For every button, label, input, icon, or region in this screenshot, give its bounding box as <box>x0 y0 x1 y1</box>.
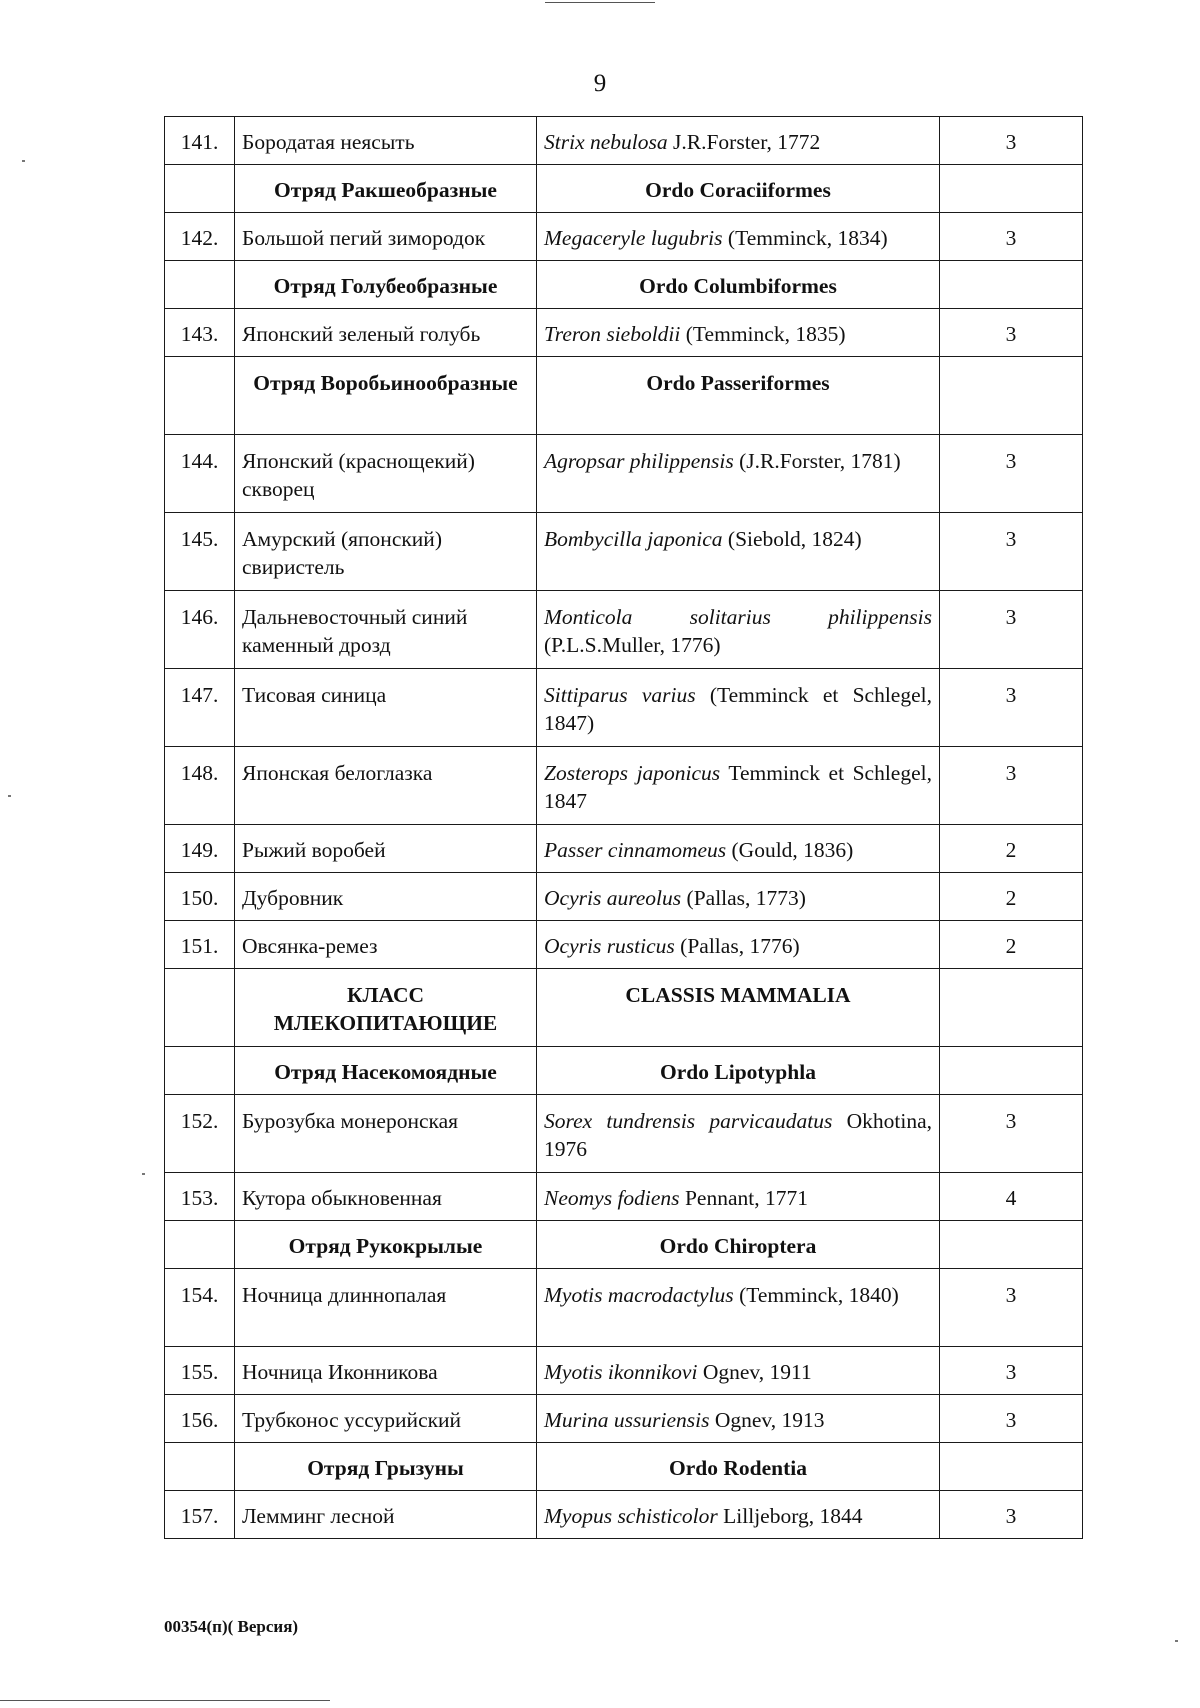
taxon-name-latin: Ordo Passeriformes <box>537 357 940 435</box>
species-name-latin <box>537 1269 940 1347</box>
latin-binomial: Myopus schisticolor <box>544 1504 718 1528</box>
species-name-latin <box>537 1395 940 1443</box>
species-row <box>165 1395 1083 1443</box>
species-name-latin <box>537 591 940 669</box>
species-row <box>165 1173 1083 1221</box>
species-name-ru: Дубровник <box>235 873 537 921</box>
species-name-ru: Амурский (японский) свиристель <box>235 513 537 591</box>
species-name-ru: Большой пегий зимородок <box>235 213 537 261</box>
row-number: 151. <box>165 921 235 969</box>
species-row <box>165 1269 1083 1347</box>
species-name-latin <box>537 213 940 261</box>
taxon-name-latin: Ordo Columbiformes <box>537 261 940 309</box>
latin-binomial: Myotis macrodactylus <box>544 1283 734 1307</box>
species-name-latin <box>537 921 940 969</box>
row-number: 146. <box>165 591 235 669</box>
rarity-category: 2 <box>940 921 1083 969</box>
latin-author: Ognev, 1913 <box>709 1408 825 1432</box>
species-row <box>165 1491 1083 1539</box>
latin-author: (Gould, 1836) <box>726 838 854 862</box>
rarity-category: 3 <box>940 213 1083 261</box>
row-number: 142. <box>165 213 235 261</box>
rarity-category: 3 <box>940 513 1083 591</box>
rarity-category: 3 <box>940 591 1083 669</box>
latin-binomial: Ocyris rusticus <box>544 934 675 958</box>
species-row <box>165 1095 1083 1173</box>
latin-binomial: Zosterops japonicus <box>544 761 721 785</box>
row-number-cell <box>165 165 235 213</box>
row-number: 152. <box>165 1095 235 1173</box>
table-body <box>165 117 1083 1539</box>
row-number-cell <box>165 1221 235 1269</box>
latin-author: Lilljeborg, 1844 <box>717 1504 863 1528</box>
category-cell <box>940 1047 1083 1095</box>
species-name-latin <box>537 825 940 873</box>
scan-artifact-dot <box>142 1173 145 1175</box>
taxon-name-latin: Ordo Chiroptera <box>537 1221 940 1269</box>
species-name-ru: Кутора обыкновенная <box>235 1173 537 1221</box>
row-number-cell <box>165 357 235 435</box>
latin-author: (Pallas, 1773) <box>681 886 806 910</box>
species-table <box>164 116 1083 1539</box>
row-number: 154. <box>165 1269 235 1347</box>
species-name-ru: Лемминг лесной <box>235 1491 537 1539</box>
species-row <box>165 825 1083 873</box>
species-name-ru: Тисовая синица <box>235 669 537 747</box>
species-row <box>165 117 1083 165</box>
rarity-category: 3 <box>940 669 1083 747</box>
row-number: 149. <box>165 825 235 873</box>
row-number-cell <box>165 1443 235 1491</box>
rarity-category: 3 <box>940 1395 1083 1443</box>
species-row <box>165 435 1083 513</box>
species-name-ru: Японский зеленый голубь <box>235 309 537 357</box>
rarity-category: 3 <box>940 1095 1083 1173</box>
species-name-ru: Рыжий воробей <box>235 825 537 873</box>
taxon-header-row <box>165 969 1083 1047</box>
rarity-category: 3 <box>940 1347 1083 1395</box>
species-name-latin <box>537 1491 940 1539</box>
taxon-name-ru: КЛАСС МЛЕКОПИТАЮЩИЕ <box>235 969 537 1047</box>
rarity-category: 3 <box>940 1269 1083 1347</box>
latin-author: Temminck et Schlegel, 1847 <box>544 761 932 813</box>
scan-artifact-top-line <box>545 2 655 3</box>
taxon-name-ru: Отряд Воробьинообразные <box>235 357 537 435</box>
rarity-category: 3 <box>940 117 1083 165</box>
category-cell <box>940 1443 1083 1491</box>
row-number: 155. <box>165 1347 235 1395</box>
species-row <box>165 309 1083 357</box>
species-name-latin <box>537 117 940 165</box>
species-name-latin <box>537 1347 940 1395</box>
category-cell <box>940 357 1083 435</box>
latin-binomial: Ocyris aureolus <box>544 886 682 910</box>
species-row <box>165 747 1083 825</box>
species-name-latin <box>537 1173 940 1221</box>
row-number: 157. <box>165 1491 235 1539</box>
latin-author: J.R.Forster, 1772 <box>667 130 821 154</box>
row-number: 141. <box>165 117 235 165</box>
species-name-latin <box>537 669 940 747</box>
scan-artifact-bottom-line <box>0 1700 330 1701</box>
taxon-name-latin: Ordo Lipotyphla <box>537 1047 940 1095</box>
taxon-name-ru: Отряд Голубеобразные <box>235 261 537 309</box>
latin-binomial: Murina ussuriensis <box>544 1408 710 1432</box>
rarity-category: 3 <box>940 309 1083 357</box>
taxon-name-ru: Отряд Ракшеобразные <box>235 165 537 213</box>
taxon-header-row <box>165 1221 1083 1269</box>
taxon-name-latin: Ordo Rodentia <box>537 1443 940 1491</box>
category-cell <box>940 969 1083 1047</box>
species-name-ru: Овсянка-ремез <box>235 921 537 969</box>
rarity-category: 4 <box>940 1173 1083 1221</box>
row-number-cell <box>165 261 235 309</box>
species-row <box>165 213 1083 261</box>
latin-binomial: Neomys fodiens <box>544 1186 680 1210</box>
latin-binomial: Bombycilla japonica <box>544 527 723 551</box>
species-name-latin <box>537 873 940 921</box>
latin-binomial: Treron sieboldii <box>544 322 681 346</box>
species-row <box>165 1347 1083 1395</box>
row-number: 145. <box>165 513 235 591</box>
taxon-header-row <box>165 1047 1083 1095</box>
species-name-latin <box>537 513 940 591</box>
row-number: 143. <box>165 309 235 357</box>
row-number: 156. <box>165 1395 235 1443</box>
category-cell <box>940 1221 1083 1269</box>
species-name-ru: Бородатая неясыть <box>235 117 537 165</box>
species-row <box>165 591 1083 669</box>
latin-binomial: Sorex tundrensis parvicaudatus <box>544 1109 833 1133</box>
species-name-latin <box>537 747 940 825</box>
taxon-name-ru: Отряд Грызуны <box>235 1443 537 1491</box>
latin-author: (J.R.Forster, 1781) <box>733 449 901 473</box>
row-number: 150. <box>165 873 235 921</box>
rarity-category: 2 <box>940 873 1083 921</box>
category-cell <box>940 261 1083 309</box>
taxon-header-row <box>165 1443 1083 1491</box>
latin-binomial: Myotis ikonnikovi <box>544 1360 698 1384</box>
latin-binomial: Megaceryle lugubris <box>544 226 723 250</box>
latin-binomial: Monticola solitarius philippensis <box>544 605 932 629</box>
row-number: 147. <box>165 669 235 747</box>
taxon-name-ru: Отряд Насекомоядные <box>235 1047 537 1095</box>
row-number: 153. <box>165 1173 235 1221</box>
species-row <box>165 513 1083 591</box>
latin-author: (Temminck, 1840) <box>733 1283 899 1307</box>
latin-binomial: Passer cinnamomeus <box>544 838 727 862</box>
scan-artifact-dot <box>8 795 11 797</box>
page-number: 9 <box>593 70 607 97</box>
rarity-category: 3 <box>940 1491 1083 1539</box>
latin-author: (Temminck, 1835) <box>680 322 846 346</box>
species-name-ru: Японский (краснощекий) скворец <box>235 435 537 513</box>
latin-author: (Siebold, 1824) <box>722 527 862 551</box>
species-row <box>165 921 1083 969</box>
row-number-cell <box>165 969 235 1047</box>
latin-author: (Temminck et Schlegel, 1847) <box>544 683 932 735</box>
species-name-ru: Ночница длиннопалая <box>235 1269 537 1347</box>
row-number-cell <box>165 1047 235 1095</box>
latin-author: Okhotina, 1976 <box>544 1109 932 1161</box>
species-name-latin <box>537 1095 940 1173</box>
rarity-category: 3 <box>940 747 1083 825</box>
species-name-ru: Бурозубка монеронская <box>235 1095 537 1173</box>
species-row <box>165 873 1083 921</box>
species-name-ru: Трубконос уссурийский <box>235 1395 537 1443</box>
scan-artifact-dot <box>22 160 25 162</box>
rarity-category: 3 <box>940 435 1083 513</box>
species-name-latin <box>537 309 940 357</box>
taxon-header-row <box>165 357 1083 435</box>
row-number: 148. <box>165 747 235 825</box>
latin-author: (P.L.S.Muller, 1776) <box>544 633 721 657</box>
latin-binomial: Strix nebulosa <box>544 130 668 154</box>
latin-author: (Pallas, 1776) <box>674 934 800 958</box>
species-name-ru: Ночница Иконникова <box>235 1347 537 1395</box>
species-name-ru: Дальневосточный синий каменный дрозд <box>235 591 537 669</box>
taxon-header-row <box>165 165 1083 213</box>
taxon-header-row <box>165 261 1083 309</box>
latin-author: Pennant, 1771 <box>679 1186 808 1210</box>
latin-author: Ognev, 1911 <box>697 1360 812 1384</box>
rarity-category: 2 <box>940 825 1083 873</box>
category-cell <box>940 165 1083 213</box>
row-number: 144. <box>165 435 235 513</box>
taxon-name-latin: CLASSIS MAMMALIA <box>537 969 940 1047</box>
taxon-name-latin: Ordo Coraciiformes <box>537 165 940 213</box>
footer-document-code: 00354(п)( Версия) <box>164 1617 299 1636</box>
latin-binomial: Agropsar philippensis <box>544 449 734 473</box>
latin-author: (Temminck, 1834) <box>722 226 888 250</box>
species-name-ru: Японская белоглазка <box>235 747 537 825</box>
latin-binomial: Sittiparus varius <box>544 683 696 707</box>
species-row <box>165 669 1083 747</box>
scan-artifact-dot <box>1175 1640 1178 1642</box>
taxon-name-ru: Отряд Рукокрылые <box>235 1221 537 1269</box>
species-name-latin <box>537 435 940 513</box>
